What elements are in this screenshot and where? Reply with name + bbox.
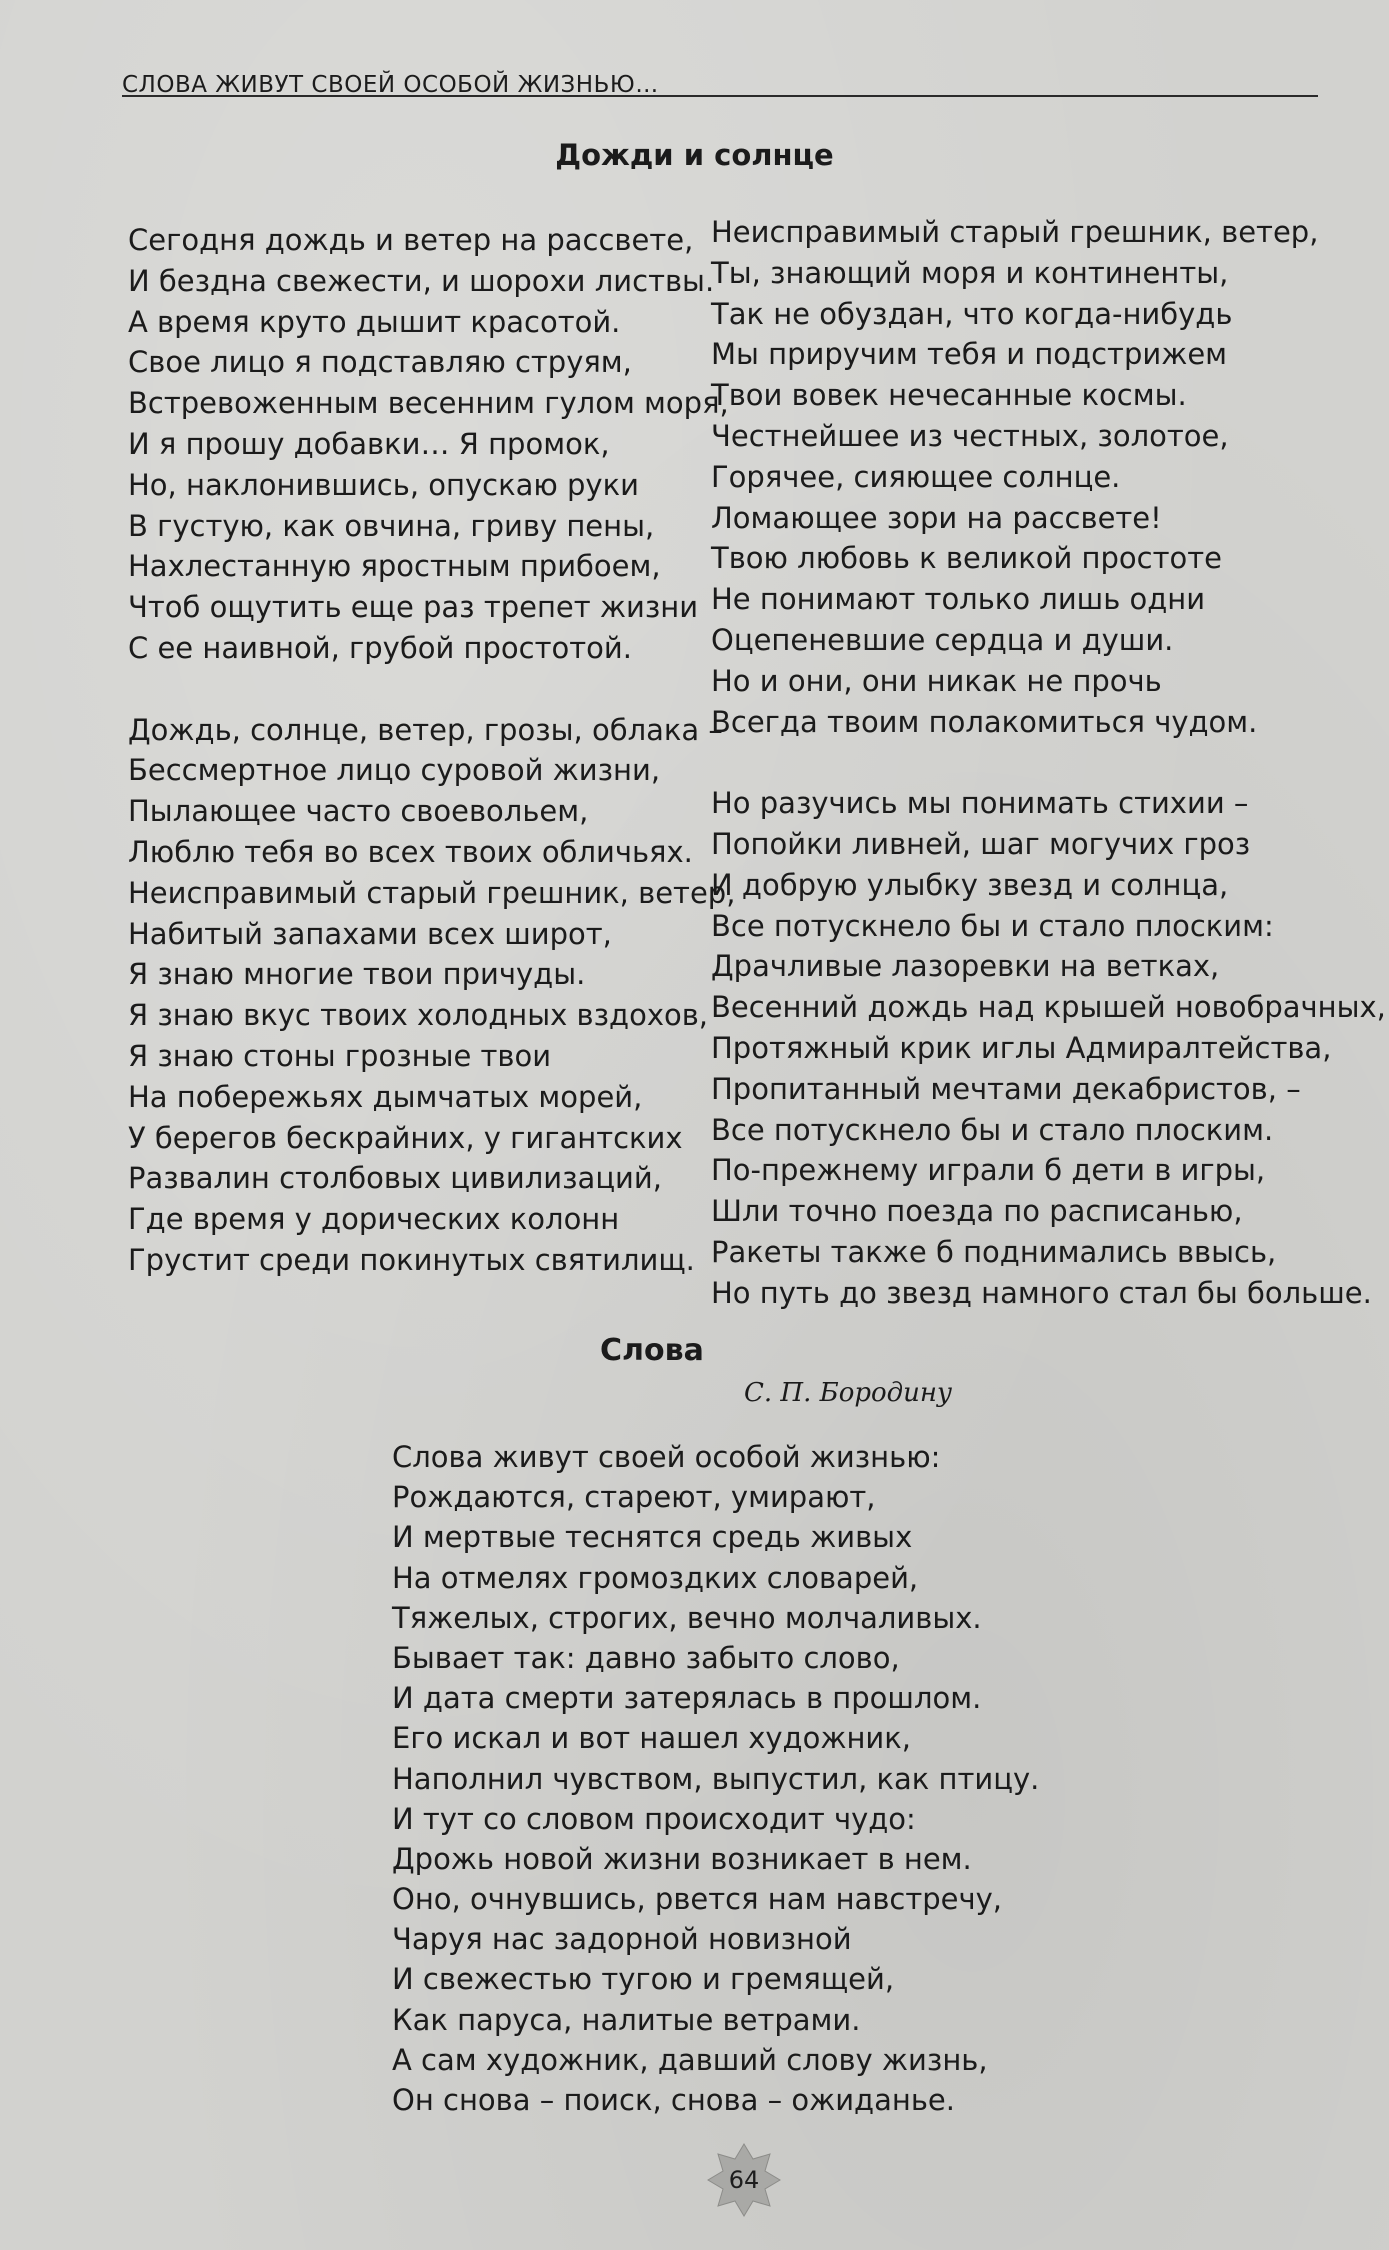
poem-line: Горячее, сияющее солнце.: [711, 459, 1121, 494]
poem-line: Твою любовь к великой простоте: [711, 541, 1222, 576]
poem-line: И дата смерти затерялась в прошлом.: [392, 1681, 982, 1716]
poem-line: Он снова – поиск, снова – ожиданье.: [392, 2083, 955, 2117]
poem-line: Чтоб ощутить еще раз трепет жизни: [128, 590, 699, 625]
poem-line: Грустит среди покинутых святилищ.: [128, 1242, 695, 1277]
poem-line: У берегов бескрайних, у гигантских: [128, 1120, 683, 1155]
poem1-right-column: [711, 212, 1386, 1314]
poem-title-rain-and-sun: Дожди и солнце: [555, 138, 834, 172]
poem-line: И я прошу добавки… Я промок,: [128, 426, 610, 461]
poem-line: Нахлестанную яростным прибоем,: [128, 549, 661, 584]
poem-line: Свое лицо я подставляю струям,: [128, 345, 632, 380]
poem-line: Честнейшее из честных, золотое,: [711, 418, 1229, 453]
poem-line: Его искал и вот нашел художник,: [392, 1721, 912, 1756]
poem-line: А время круто дышит красотой.: [128, 304, 621, 339]
poem-line: Я знаю стоны грозные твои: [128, 1038, 552, 1073]
poem-line: Все потускнело бы и стало плоским.: [711, 1112, 1274, 1147]
page-number: 64: [728, 2166, 760, 2194]
poem-line: Все потускнело бы и стало плоским:: [711, 908, 1274, 943]
poem-line: Драчливые лазоревки на ветках,: [711, 949, 1220, 984]
poem-line: Дождь, солнце, ветер, грозы, облака –: [128, 712, 723, 747]
poem-line: Пропитанный мечтами декабристов, –: [711, 1071, 1301, 1106]
poem2-body: [392, 1437, 1039, 2120]
stanza-break: [128, 669, 735, 710]
poem-line: Встревоженным весенним гулом моря,: [128, 386, 729, 421]
poem-line: Но путь до звезд намного стал бы больше.: [711, 1275, 1372, 1310]
poem-line: На побережьях дымчатых морей,: [128, 1079, 643, 1114]
poem-line: И тут со словом происходит чудо:: [392, 1801, 916, 1836]
poem-line: Весенний дождь над крышей новобрачных,: [711, 990, 1386, 1025]
poem-line: Набитый запахами всех широт,: [128, 916, 612, 951]
poem-line: Тяжелых, строгих, вечно молчаливых.: [392, 1600, 982, 1635]
poem-line: Слова живут своей особой жизнью:: [392, 1440, 941, 1474]
running-head: СЛОВА ЖИВУТ СВОЕЙ ОСОБОЙ ЖИЗНЬЮ…: [122, 72, 659, 98]
poem-line: Дрожь новой жизни возникает в нем.: [392, 1841, 972, 1876]
poem-line: Люблю тебя во всех твоих обличьях.: [128, 834, 693, 869]
poem-line: С ее наивной, грубой простотой.: [128, 630, 632, 665]
poem-line: И бездна свежести, и шорохи листвы.: [128, 263, 715, 298]
poem-line: Попойки ливней, шаг могучих гроз: [711, 826, 1251, 861]
poem-line: Шли точно поезда по расписанью,: [711, 1194, 1243, 1229]
poem-line: Не понимают только лишь одни: [711, 582, 1206, 617]
poem-line: Оцепеневшие сердца и души.: [711, 622, 1174, 657]
poem-line: И мертвые теснятся средь живых: [392, 1520, 913, 1555]
poem-line: Где время у дорических колонн: [128, 1202, 620, 1237]
poem-dedication: С. П. Бородину: [744, 1378, 953, 1408]
poem-line: Но, наклонившись, опускаю руки: [128, 467, 639, 502]
header-rule: [122, 95, 1318, 97]
poem-line: Оно, очнувшись, рвется нам навстречу,: [392, 1882, 1003, 1917]
poem-line: Бывает так: давно забыто слово,: [392, 1640, 900, 1675]
poem-line: Всегда твоим полакомиться чудом.: [711, 704, 1258, 739]
poem-line: Неисправимый старый грешник, ветер,: [128, 875, 736, 910]
poem-line: Ракеты также б поднимались ввысь,: [711, 1234, 1277, 1269]
poem-title-words: Слова: [600, 1333, 704, 1368]
poem-line: Сегодня дождь и ветер на рассвете,: [128, 223, 694, 257]
poem-line: Как паруса, налитые ветрами.: [392, 2002, 861, 2037]
poem-line: Развалин столбовых цивилизаций,: [128, 1161, 662, 1196]
poem-line: Протяжный крик иглы Адмиралтейства,: [711, 1030, 1332, 1065]
poem-line: Ты, знающий моря и континенты,: [711, 255, 1229, 290]
page-number-ornament: [706, 2142, 782, 2218]
poem-line: Я знаю многие твои причуды.: [128, 957, 586, 992]
stanza-break: [711, 742, 1386, 783]
poem-line: И свежестью тугою и гремящей,: [392, 1962, 895, 1997]
poem-line: Бессмертное лицо суровой жизни,: [128, 753, 661, 788]
poem-line: На отмелях громоздких словарей,: [392, 1560, 919, 1595]
poem-line: По-прежнему играли б дети в игры,: [711, 1153, 1266, 1188]
poem-line: Ломающее зори на рассвете!: [711, 500, 1162, 535]
poem-line: Неисправимый старый грешник, ветер,: [711, 215, 1319, 249]
poem-line: Но и они, они никак не прочь: [711, 663, 1162, 698]
poem-line: Я знаю вкус твоих холодных вздохов,: [128, 998, 709, 1033]
poem-line: Твои вовек нечесанные космы.: [711, 378, 1187, 413]
poem1-left-column: [128, 220, 735, 1281]
poem-line: А сам художник, давший слову жизнь,: [392, 2042, 988, 2077]
poem-line: Так не обуздан, что когда-нибудь: [711, 296, 1233, 331]
poem-line: Чаруя нас задорной новизной: [392, 1922, 852, 1957]
poem-line: Но разучись мы понимать стихии –: [711, 786, 1249, 821]
poem-line: Рождаются, стареют, умирают,: [392, 1480, 876, 1515]
poem-line: Мы приручим тебя и подстрижем: [711, 337, 1228, 372]
poem-line: И добрую улыбку звезд и солнца,: [711, 867, 1229, 902]
poem-line: Наполнил чувством, выпустил, как птицу.: [392, 1761, 1040, 1796]
poem-line: Пылающее часто своевольем,: [128, 794, 589, 829]
poem-line: В густую, как овчина, гриву пены,: [128, 508, 655, 543]
